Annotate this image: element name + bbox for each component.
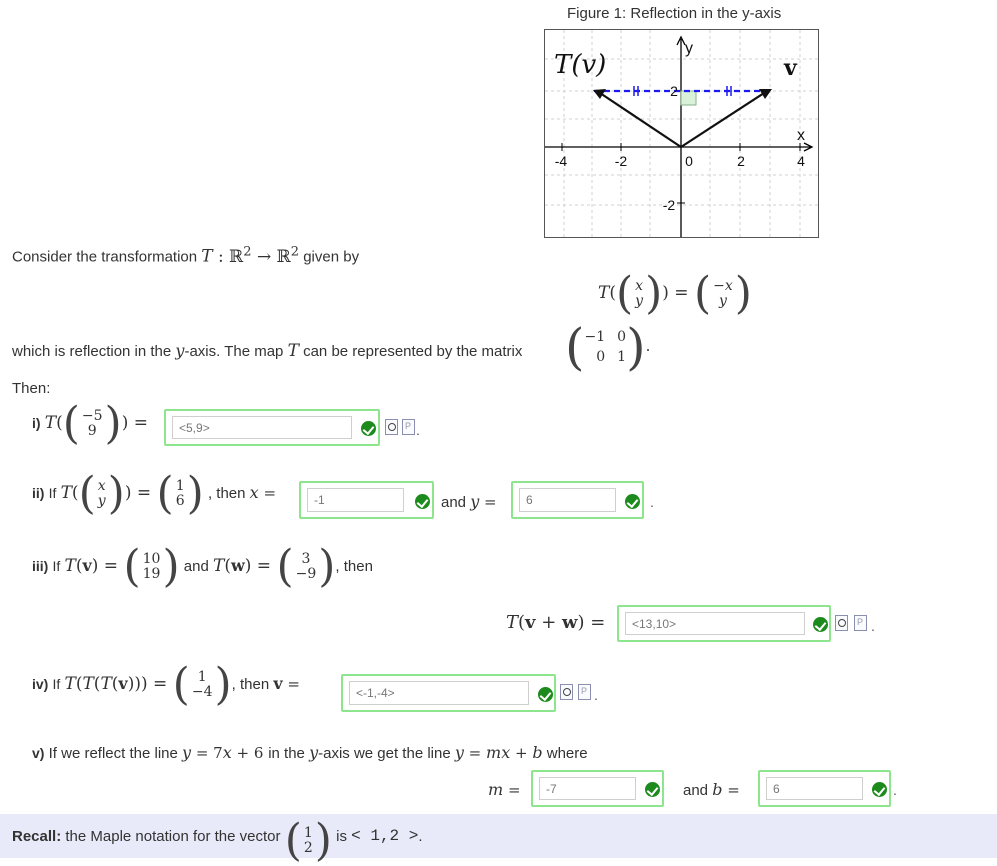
q1-prompt: i) T( ( −5 9 ) ) = (32, 398, 148, 449)
x-tick-label: 2 (737, 153, 745, 169)
matrix: ( −1 0 0 1 ) . (565, 318, 651, 376)
q3-expression: T(v + w) = (506, 612, 606, 633)
label-y-axis: y (685, 40, 693, 57)
q4-prompt: iv) If T(T(T(v))) = ( 1 −4 ) , then v = (32, 659, 300, 710)
q3-prompt: iii) If T(v) = ( 10 19 ) and T(w) = ( 3 −9 ) , then (32, 541, 373, 592)
preview-icon[interactable] (385, 419, 398, 435)
correct-check-icon (813, 617, 828, 632)
correct-check-icon (872, 782, 887, 797)
correct-check-icon (415, 494, 430, 509)
x-tick-label: 4 (797, 153, 805, 169)
q2-y-answer-input[interactable] (519, 488, 616, 512)
q2-x-answer-box (299, 481, 434, 519)
q2-and: and y = (441, 492, 497, 511)
q1-answer-box (164, 409, 380, 446)
q5-prompt: v) If we reflect the line y = 7x + 6 in the y-axis we get the line y = mx + b where (32, 743, 588, 762)
q4-answer-input[interactable] (349, 681, 529, 705)
x-tick-label: -2 (614, 153, 628, 169)
q5-m-answer-box (531, 770, 664, 807)
correct-check-icon (361, 421, 376, 436)
x-tick-label: -4 (554, 153, 568, 169)
q3-answer-box (617, 605, 831, 642)
syntax-help-icon[interactable] (402, 419, 415, 435)
preview-icon[interactable] (835, 615, 848, 631)
y-tick-label: 2 (670, 83, 678, 99)
x-tick-label: 0 (685, 153, 693, 169)
q5-b-answer-input[interactable] (766, 777, 863, 800)
q5-b-answer-box (758, 770, 891, 807)
q2-y-answer-box (511, 481, 644, 519)
figure-caption: Figure 1: Reflection in the y-axis (567, 5, 782, 22)
reflection-figure (544, 29, 819, 238)
then-label: Then: (12, 380, 51, 397)
recall-text: Recall: the Maple notation for the vector ( 1 2 ) is < 1,2 > . (12, 815, 423, 866)
q5-m-answer-input[interactable] (539, 777, 636, 800)
label-v: v (784, 55, 797, 81)
transform-definition: T( ( x y ) ) = ( −x y ) (598, 268, 752, 319)
label-Tv: T(v) (554, 50, 607, 80)
q5-and: and b = (683, 780, 740, 799)
q4-answer-box (341, 674, 556, 712)
q1-answer-input[interactable] (172, 416, 352, 439)
correct-check-icon (625, 494, 640, 509)
intro-line: Consider the transformation T : ℝ$^2$ → ℝ$^2$ given by (12, 244, 360, 267)
q2-x-answer-input[interactable] (307, 488, 404, 512)
preview-icon[interactable] (560, 684, 573, 700)
recall-box (0, 814, 997, 866)
q3-answer-input[interactable] (625, 612, 805, 635)
y-tick-label: -2 (662, 197, 676, 213)
syntax-help-icon[interactable] (854, 615, 867, 631)
q2-prompt: ii) If T( ( x y ) ) = ( 1 6 ) , then x = (32, 468, 277, 519)
label-x-axis: x (797, 127, 805, 144)
correct-check-icon (645, 782, 660, 797)
syntax-help-icon[interactable] (578, 684, 591, 700)
q5-m-label: m = (488, 780, 521, 799)
correct-check-icon (538, 687, 553, 702)
reflection-line: which is reflection in the y-axis. The map T can be represented by the matrix (12, 341, 523, 361)
